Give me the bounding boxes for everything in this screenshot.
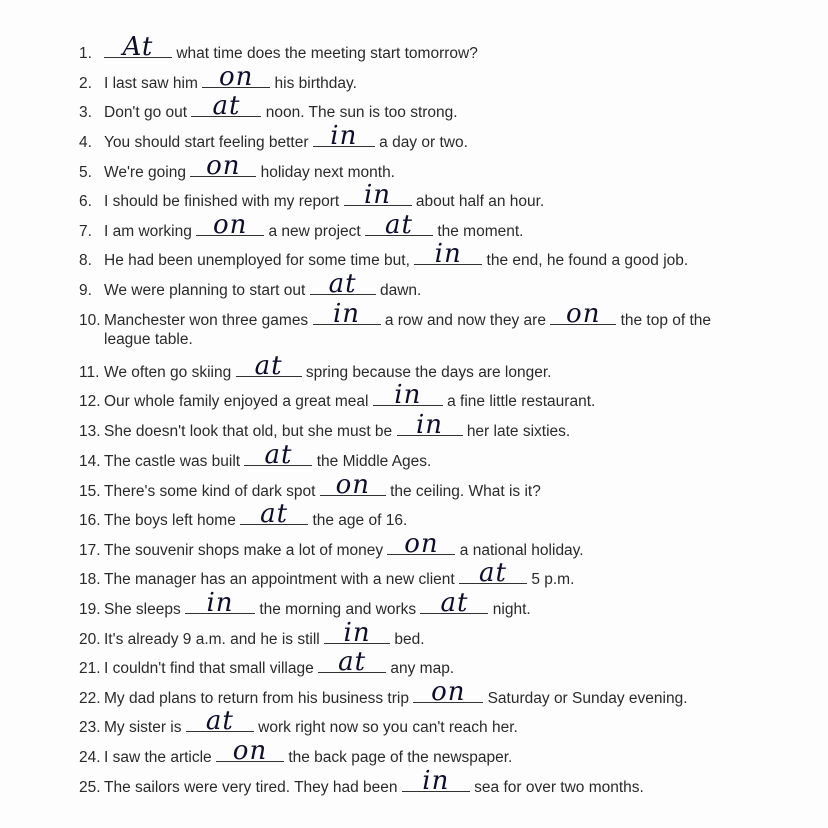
question-number: 19. bbox=[79, 601, 101, 618]
answer-blank[interactable] bbox=[236, 351, 302, 381]
question-number: 20. bbox=[79, 631, 101, 648]
handwritten-answer: in bbox=[415, 410, 444, 440]
question-text-end: the moment. bbox=[437, 223, 524, 240]
question-16 bbox=[79, 499, 798, 531]
handwritten-answer: on bbox=[404, 529, 439, 559]
question-text-after: Saturday or Sunday evening. bbox=[487, 690, 688, 707]
question-text-before: Manchester won three games bbox=[104, 312, 309, 329]
answer-blank[interactable] bbox=[387, 529, 455, 559]
question-number: 22. bbox=[79, 690, 101, 707]
question-text-before: There's some kind of dark spot bbox=[104, 483, 316, 500]
question-11 bbox=[79, 351, 798, 383]
question-number: 3. bbox=[79, 104, 92, 121]
question-number: 16. bbox=[79, 512, 101, 529]
question-text-after: sea for over two months. bbox=[474, 779, 644, 796]
question-number: 4. bbox=[79, 134, 92, 151]
question-text-before: Our whole family enjoyed a great meal bbox=[104, 393, 369, 410]
question-number: 11. bbox=[79, 364, 100, 381]
question-text-after: the Middle Ages. bbox=[316, 453, 432, 470]
handwritten-answer: on bbox=[335, 470, 370, 500]
question-text-before: It's already 9 a.m. and he is still bbox=[104, 631, 320, 648]
question-text-before: We're going bbox=[104, 164, 186, 181]
question-10 bbox=[79, 299, 798, 331]
answer-blank[interactable] bbox=[324, 618, 390, 648]
question-text-before: My sister is bbox=[104, 719, 182, 736]
handwritten-answer: at bbox=[254, 351, 283, 381]
question-24 bbox=[79, 736, 798, 768]
question-number: 21. bbox=[79, 660, 101, 677]
question-20 bbox=[79, 618, 798, 650]
handwritten-answer: on bbox=[206, 151, 241, 181]
question-text-before: I am working bbox=[104, 223, 192, 240]
question-text-after: her late sixties. bbox=[466, 423, 571, 440]
handwritten-answer: at bbox=[338, 647, 367, 677]
handwritten-answer: in bbox=[422, 766, 450, 796]
question-2 bbox=[79, 62, 798, 94]
question-text-after: a national holiday. bbox=[459, 542, 584, 559]
handwritten-answer: in bbox=[363, 180, 392, 210]
question-text-after: the age of 16. bbox=[312, 512, 408, 529]
answer-blank-2[interactable] bbox=[550, 299, 616, 329]
answer-blank[interactable] bbox=[191, 91, 261, 121]
question-text-after: 5 p.m. bbox=[531, 571, 575, 588]
question-3 bbox=[79, 91, 798, 123]
question-text-after: noon. The sun is too strong. bbox=[265, 104, 458, 121]
question-text-after: holiday next month. bbox=[260, 164, 395, 181]
answer-blank[interactable] bbox=[196, 210, 264, 240]
answer-blank[interactable] bbox=[310, 269, 376, 299]
question-text-before: I last saw him bbox=[104, 75, 198, 92]
question-text-after: the back page of the newspaper. bbox=[288, 749, 513, 766]
question-text-before: I saw the article bbox=[104, 749, 212, 766]
question-13 bbox=[79, 410, 798, 442]
question-text-after: a new project bbox=[268, 223, 361, 240]
question-text-before: He had been unemployed for some time but, bbox=[104, 252, 410, 269]
answer-blank[interactable] bbox=[190, 151, 256, 181]
handwritten-answer: on bbox=[219, 62, 254, 92]
question-text-after: a fine little restaurant. bbox=[447, 393, 596, 410]
question-text-after: spring because the days are longer. bbox=[305, 364, 552, 381]
question-1 bbox=[79, 32, 798, 64]
question-text-after: the morning and works bbox=[259, 601, 417, 618]
question-4 bbox=[79, 121, 798, 153]
answer-blank[interactable] bbox=[413, 677, 483, 707]
handwritten-answer-2: at bbox=[385, 210, 413, 240]
question-text-before: I should be finished with my report bbox=[104, 193, 340, 210]
question-text-before: The manager has an appointment with a new client bbox=[104, 571, 455, 588]
question-text-after: dawn. bbox=[379, 282, 422, 299]
question-number: 25. bbox=[79, 779, 101, 796]
question-number: 1. bbox=[79, 45, 92, 62]
question-number: 7. bbox=[79, 223, 92, 240]
question-text-before: The souvenir shops make a lot of money bbox=[104, 542, 384, 559]
question-19 bbox=[79, 588, 798, 620]
question-text-before: She doesn't look that old, but she must be bbox=[104, 423, 393, 440]
handwritten-answer: at bbox=[328, 269, 357, 299]
question-text-before: We often go skiing bbox=[104, 364, 232, 381]
question-number: 24. bbox=[79, 749, 101, 766]
question-15 bbox=[79, 470, 798, 502]
question-text-end: night. bbox=[492, 601, 531, 618]
question-number: 2. bbox=[79, 75, 92, 92]
question-text-after: any map. bbox=[390, 660, 455, 677]
answer-blank[interactable] bbox=[397, 410, 463, 440]
question-text-before: The castle was built bbox=[104, 453, 241, 470]
question-number: 23. bbox=[79, 719, 101, 736]
handwritten-answer-2: at bbox=[440, 588, 469, 618]
answer-blank[interactable] bbox=[240, 499, 308, 529]
question-number: 9. bbox=[79, 282, 92, 299]
question-6 bbox=[79, 180, 798, 212]
question-25 bbox=[79, 766, 798, 798]
handwritten-answer: at bbox=[205, 706, 234, 736]
handwritten-answer: at bbox=[260, 499, 289, 529]
question-text-before: She sleeps bbox=[104, 601, 181, 618]
handwritten-answer: in bbox=[206, 588, 234, 618]
question-text-before: We were planning to start out bbox=[104, 282, 306, 299]
question-text-after: what time does the meeting start tomorrow? bbox=[176, 45, 478, 62]
question-21 bbox=[79, 647, 798, 679]
question-text-before: The sailors were very tired. They had been bbox=[104, 779, 398, 796]
question-number: 12. bbox=[79, 393, 101, 410]
handwritten-answer: on bbox=[431, 677, 466, 707]
question-text-before: I couldn't find that small village bbox=[104, 660, 314, 677]
question-text-after: his birthday. bbox=[274, 75, 357, 92]
question-number: 5. bbox=[79, 164, 92, 181]
question-text-after: the ceiling. What is it? bbox=[390, 483, 541, 500]
question-text-after: bed. bbox=[394, 631, 425, 648]
question-8 bbox=[79, 239, 798, 271]
question-number: 8. bbox=[79, 252, 92, 269]
answer-blank[interactable] bbox=[402, 766, 470, 796]
answer-blank[interactable] bbox=[373, 380, 443, 410]
question-number: 14. bbox=[79, 453, 101, 470]
answer-blank[interactable] bbox=[216, 736, 284, 766]
handwritten-answer: in bbox=[434, 239, 462, 269]
handwritten-answer-2: on bbox=[566, 299, 601, 329]
question-18 bbox=[79, 558, 798, 590]
handwritten-answer: on bbox=[212, 210, 248, 240]
question-14 bbox=[79, 440, 798, 472]
question-9 bbox=[79, 269, 798, 301]
handwritten-answer: on bbox=[232, 736, 268, 766]
answer-blank[interactable] bbox=[313, 121, 375, 151]
answer-blank[interactable] bbox=[318, 647, 386, 677]
answer-blank[interactable] bbox=[202, 62, 270, 92]
handwritten-answer: in bbox=[330, 121, 358, 151]
question-text-after: about half an hour. bbox=[415, 193, 545, 210]
handwritten-answer: at bbox=[212, 91, 241, 121]
question-text-after: a row and now they are bbox=[384, 312, 546, 329]
question-23 bbox=[79, 706, 798, 738]
question-22 bbox=[79, 677, 798, 709]
question-number: 6. bbox=[79, 193, 92, 210]
handwritten-answer: in bbox=[332, 299, 361, 329]
answer-blank[interactable] bbox=[344, 180, 412, 210]
handwritten-answer: At bbox=[122, 32, 154, 62]
question-text-before: You should start feeling better bbox=[104, 134, 309, 151]
handwritten-answer: at bbox=[264, 440, 293, 470]
answer-blank-2[interactable] bbox=[420, 588, 488, 618]
answer-blank[interactable] bbox=[320, 470, 386, 500]
question-number: 15. bbox=[79, 483, 101, 500]
handwritten-answer: at bbox=[479, 558, 507, 588]
question-text-after: work right now so you can't reach her. bbox=[258, 719, 518, 736]
question-number: 13. bbox=[79, 423, 101, 440]
question-text-before: The boys left home bbox=[104, 512, 236, 529]
question-number: 18. bbox=[79, 571, 101, 588]
answer-blank[interactable] bbox=[414, 239, 482, 269]
answer-blank[interactable] bbox=[104, 32, 172, 62]
question-text-after: the end, he found a good job. bbox=[486, 252, 689, 269]
handwritten-answer: in bbox=[343, 618, 371, 648]
handwritten-answer: in bbox=[394, 380, 422, 410]
question-17 bbox=[79, 529, 798, 561]
question-text-end: the top of the bbox=[620, 312, 712, 329]
answer-blank-2[interactable] bbox=[365, 210, 433, 240]
answer-blank[interactable] bbox=[244, 440, 312, 470]
question-text-before: Don't go out bbox=[104, 104, 188, 121]
question-10-continuation: league table. bbox=[104, 331, 193, 348]
question-text-after: a day or two. bbox=[379, 134, 468, 151]
question-number: 17. bbox=[79, 542, 101, 559]
answer-blank[interactable] bbox=[313, 299, 381, 329]
question-number: 10. bbox=[79, 312, 101, 329]
question-5 bbox=[79, 151, 798, 183]
question-12 bbox=[79, 380, 798, 412]
question-text-before: My dad plans to return from his business trip bbox=[104, 690, 409, 707]
answer-blank[interactable] bbox=[185, 588, 255, 618]
answer-blank[interactable] bbox=[186, 706, 254, 736]
answer-blank[interactable] bbox=[459, 558, 527, 588]
